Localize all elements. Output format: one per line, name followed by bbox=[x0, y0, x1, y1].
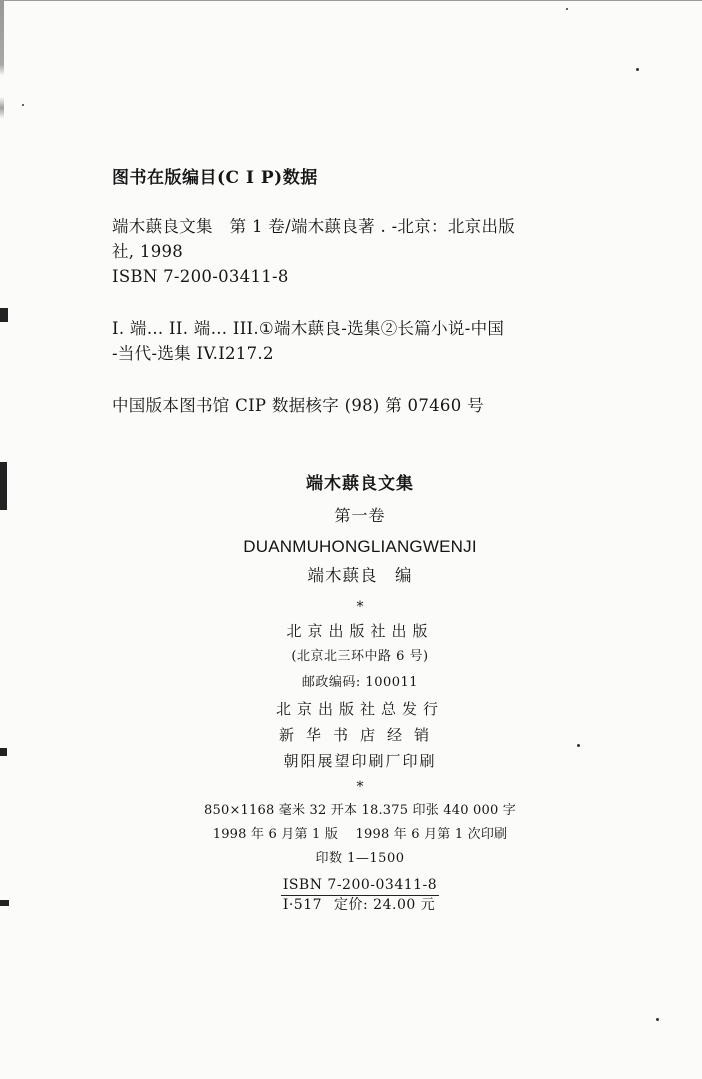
separator-star: * bbox=[356, 599, 364, 615]
separator-star: * bbox=[356, 779, 364, 795]
book-title: 端木蕻良文集 bbox=[306, 474, 414, 494]
scan-edge-mark bbox=[0, 308, 8, 322]
scan-edge-mark bbox=[0, 0, 702, 1]
format-spec: 850×1168 毫米 32 开本 18.375 印张 440 000 字 bbox=[204, 803, 516, 818]
scan-edge-shadow bbox=[0, 0, 4, 1079]
cip-isbn-line: ISBN 7-200-03411-8 bbox=[112, 267, 289, 286]
publisher-line: 北京出版社出版 bbox=[286, 622, 434, 640]
print-run: 印数 1—1500 bbox=[315, 851, 405, 866]
seller-line: 新华书店经销 bbox=[278, 726, 441, 744]
classification-code: I·517 bbox=[282, 897, 323, 913]
imprint-block bbox=[200, 476, 520, 915]
cip-record-line: 端木蕻良文集 第 1 卷/端木蕻良著 . -北京：北京出版 bbox=[112, 217, 516, 236]
scan-edge-mark bbox=[0, 748, 7, 756]
editor-line: 端木蕻良 编 bbox=[307, 566, 413, 585]
cip-classification-line: I. 端… II. 端… III.①端木蕻良-选集②长篇小说-中国 bbox=[112, 319, 505, 338]
scan-speck bbox=[22, 104, 24, 106]
printer-line: 朝阳展望印刷厂印刷 bbox=[283, 752, 437, 770]
cip-verification-line: 中国版本图书馆 CIP 数据核字 (98) 第 07460 号 bbox=[112, 396, 484, 415]
scan-speck bbox=[636, 68, 639, 71]
scan-speck bbox=[577, 744, 580, 747]
edition-line: 1998 年 6 月第 1 版 1998 年 6 月第 1 次印刷 bbox=[212, 827, 508, 842]
scan-edge-mark bbox=[0, 900, 9, 906]
scan-speck bbox=[656, 1018, 659, 1021]
publisher-address: (北京北三环中路 6 号) bbox=[291, 649, 429, 664]
isbn-price-box bbox=[281, 876, 439, 915]
pinyin-title: DUANMUHONGLIANGWENJI bbox=[243, 537, 477, 556]
cip-record-line: 社, 1998 bbox=[112, 242, 184, 261]
postal-code: 邮政编码: 100011 bbox=[301, 675, 419, 690]
cip-block bbox=[112, 166, 612, 418]
scan-edge-mark bbox=[0, 462, 7, 510]
scan-speck bbox=[566, 8, 568, 10]
cip-title: 图书在版编目(C I P)数据 bbox=[112, 168, 318, 188]
price: 定价: 24.00 元 bbox=[334, 897, 436, 913]
classification-price-line bbox=[281, 896, 439, 915]
volume-label: 第一卷 bbox=[334, 506, 386, 525]
isbn-number: ISBN 7-200-03411-8 bbox=[281, 876, 439, 896]
cip-classification-line: -当代-选集 IV.I217.2 bbox=[112, 344, 274, 363]
distributor-line: 北京出版社总发行 bbox=[275, 700, 444, 718]
